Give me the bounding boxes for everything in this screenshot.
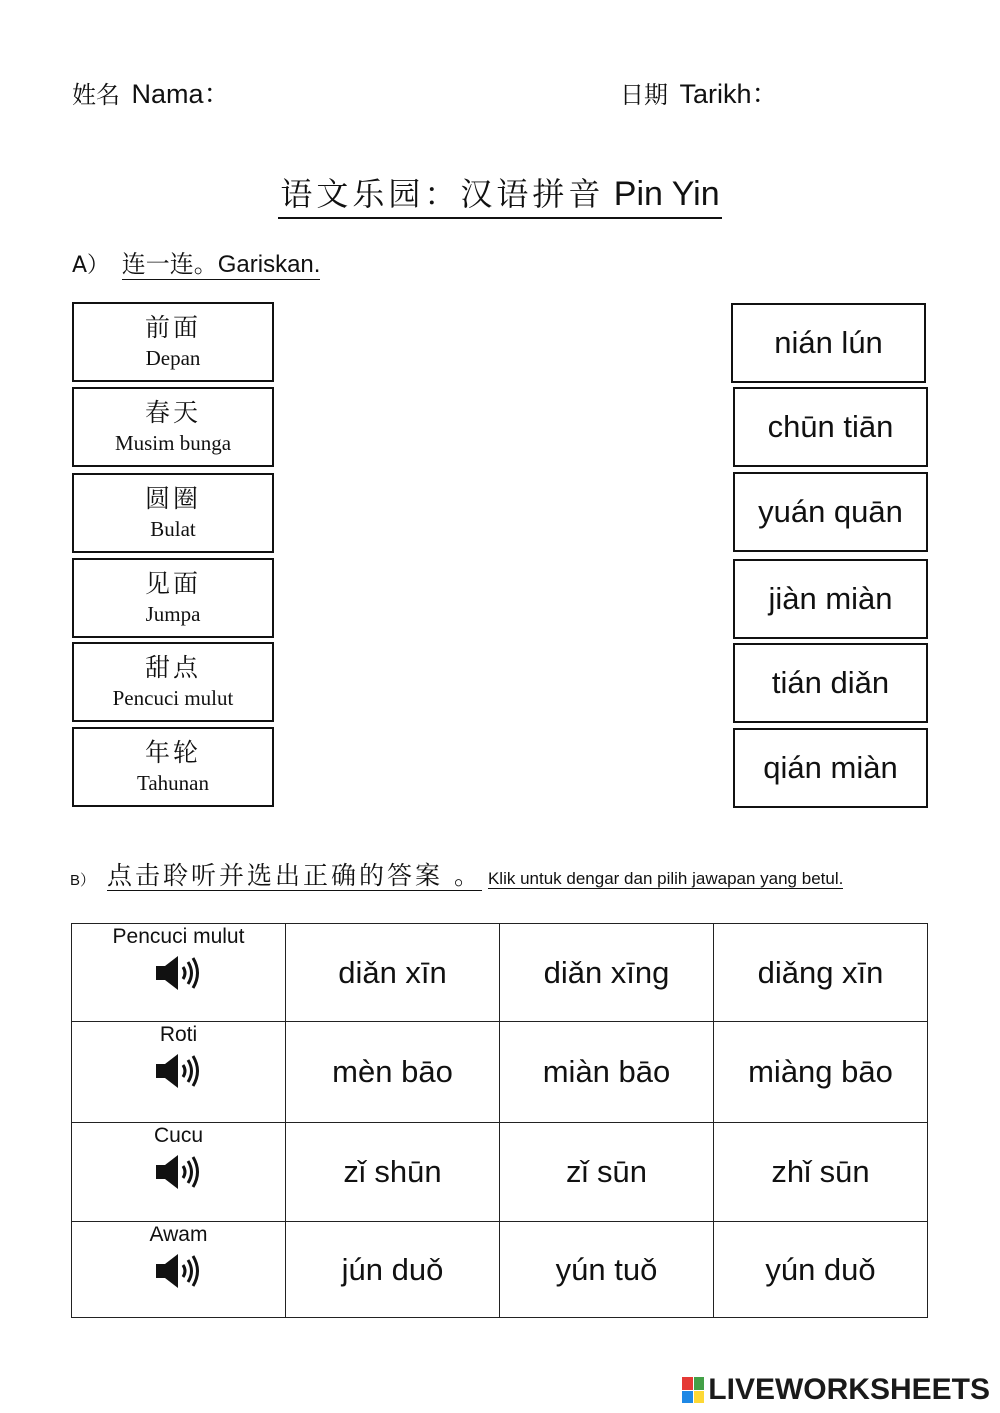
match-left-zh: 甜点	[144, 653, 201, 682]
answer-option[interactable]: diǎn xīng	[500, 924, 714, 1022]
match-left-item[interactable]	[72, 642, 274, 722]
date-field-label	[620, 72, 779, 111]
title-en: Pin Yin	[613, 175, 720, 213]
answer-option[interactable]: miàn bāo	[500, 1022, 714, 1123]
match-left-item[interactable]	[72, 558, 274, 638]
match-left-ms: Pencuci mulut	[112, 686, 234, 710]
answer-option[interactable]: diǎng xīn	[714, 924, 928, 1022]
section-b-label: B）	[70, 872, 96, 890]
match-left-zh: 前面	[144, 313, 201, 342]
match-left-zh: 见面	[144, 569, 201, 598]
answer-option[interactable]: yún tuǒ	[500, 1222, 714, 1318]
match-left-item[interactable]	[72, 727, 274, 807]
audio-word: Roti	[159, 1023, 198, 1046]
answer-option[interactable]: mèn bāo	[286, 1022, 500, 1123]
answer-option[interactable]: diǎn xīn	[286, 924, 500, 1022]
brand-name: LIVEWORKSHEETS	[708, 1373, 990, 1406]
match-left-ms: Jumpa	[145, 602, 201, 626]
match-left-zh: 春天	[144, 398, 201, 427]
answer-option[interactable]: jún duǒ	[286, 1222, 500, 1318]
table-row	[72, 1222, 928, 1318]
match-left-ms: Depan	[145, 346, 201, 370]
match-right-item[interactable]: yuán quān	[733, 472, 928, 552]
answer-option[interactable]: zhǐ sūn	[714, 1123, 928, 1222]
section-a-instruction-zh: 连一连。	[121, 250, 218, 278]
match-left-item[interactable]	[72, 473, 274, 553]
match-right-item[interactable]: qián miàn	[733, 728, 928, 808]
match-left-item[interactable]	[72, 302, 274, 382]
table-row	[72, 1123, 928, 1222]
match-left-ms: Tahunan	[136, 771, 209, 795]
section-b-heading	[70, 856, 843, 892]
match-left-ms: Bulat	[150, 517, 196, 541]
audio-word: Cucu	[153, 1124, 204, 1147]
listening-quiz-table	[71, 923, 928, 1318]
section-b-instruction-zh: 点击聆听并选出正确的答案 。	[107, 861, 482, 890]
answer-option[interactable]: zǐ shūn	[286, 1123, 500, 1222]
speaker-icon[interactable]	[154, 1251, 204, 1296]
date-label-zh: 日期	[620, 81, 668, 109]
audio-cell	[72, 1222, 286, 1318]
match-right-item[interactable]: chūn tiān	[733, 387, 928, 467]
match-right-item[interactable]: jiàn miàn	[733, 559, 928, 639]
title-zh: 语文乐园：汉语拼音	[280, 175, 605, 213]
speaker-icon[interactable]	[154, 1152, 204, 1197]
match-left-zh: 年轮	[144, 738, 201, 767]
name-label-zh: 姓名	[72, 81, 120, 109]
speaker-icon[interactable]	[154, 953, 204, 998]
match-left-zh: 圆圈	[144, 484, 201, 513]
answer-option[interactable]: yún duǒ	[714, 1222, 928, 1318]
section-a-heading	[72, 244, 320, 279]
date-label: Tarikh：	[679, 79, 779, 109]
audio-word: Awam	[149, 1223, 208, 1246]
match-left-item[interactable]	[72, 387, 274, 467]
match-right-item[interactable]: tián diǎn	[733, 643, 928, 723]
name-field-label	[72, 72, 231, 111]
speaker-icon[interactable]	[154, 1051, 204, 1096]
section-a-label: A）	[72, 253, 110, 278]
page-title	[0, 172, 1000, 219]
audio-cell	[72, 1123, 286, 1222]
table-row	[72, 924, 928, 1022]
section-b-instruction-ms: Klik untuk dengar dan pilih jawapan yang betul.	[487, 869, 844, 888]
section-a-instruction-ms: Gariskan.	[217, 251, 321, 278]
logo-mark-icon	[682, 1377, 704, 1403]
audio-word: Pencuci mulut	[112, 925, 245, 948]
table-row	[72, 1022, 928, 1123]
audio-cell	[72, 1022, 286, 1123]
match-left-ms: Musim bunga	[114, 431, 232, 455]
match-right-item[interactable]: nián lún	[731, 303, 926, 383]
answer-option[interactable]: zǐ sūn	[500, 1123, 714, 1222]
liveworksheets-logo	[682, 1373, 990, 1407]
name-label: Nama：	[131, 79, 231, 109]
audio-cell	[72, 924, 286, 1022]
answer-option[interactable]: miàng bāo	[714, 1022, 928, 1123]
